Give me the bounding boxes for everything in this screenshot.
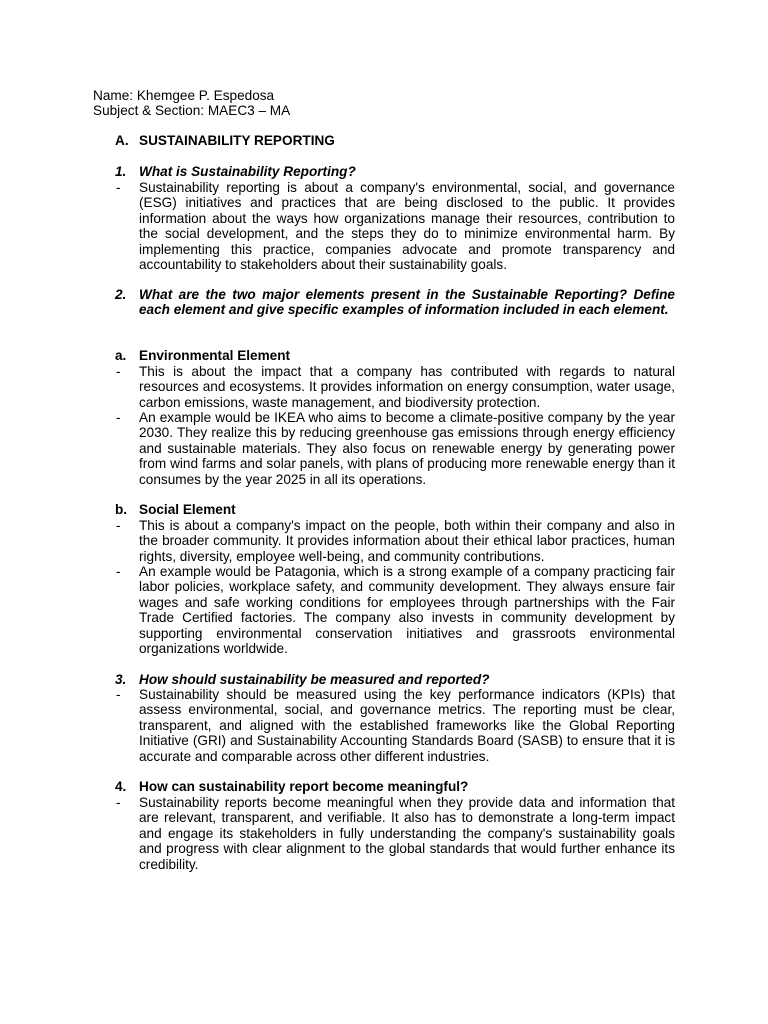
question-1-marker: 1. [115,164,127,179]
question-3-marker: 3. [115,672,127,687]
social-marker: b. [115,502,128,517]
question-3: How should sustainability be measured and reported? [139,672,490,687]
bullet-dash: - [116,410,121,425]
env-marker: a. [115,348,127,363]
social-definition: This is about a company's impact on the people, both within their company and also in the broader community. It provides information about their ethical labor practices, human rights, diversity, employee well-being, and community contributions. [139,518,675,564]
question-4: How can sustainability report become meaningful? [139,779,469,794]
social-heading: Social Element [139,502,236,517]
env-definition: This is about the impact that a company has contributed with regards to natural resources and ecosystems. It provides information on energy consumption, water usage, carbon emissions, waste management, and biodiversity protection. [139,364,675,410]
bullet-dash: - [116,795,121,810]
q3-answer: Sustainability should be measured using the key performance indicators (KPIs) that assess environmental, social, and governance metrics. The reporting must be clear, transparent, and aligned with the established frameworks like the Global Reporting Initiative (GRI) and Sustainability Accounting Standards Board (SASB) to ensure that it is accurate and comparable across other different industries. [139,687,675,764]
q4-answer: Sustainability reports become meaningful when they provide data and information that are relevant, transparent, and verifiable. It also has to demonstrate a long-term impact and engage its stakeholders in fully understanding the company's sustainability goals and progress with clear alignment to the global standards that would further enhance its credibility. [139,795,675,872]
section-title: SUSTAINABILITY REPORTING [139,133,335,148]
subject-line: Subject & Section: MAEC3 – MA [93,103,291,118]
social-example: An example would be Patagonia, which is a strong example of a company practicing fair labor policies, workplace safety, and community development. They always ensure fair wages and safe working conditions for employees through partnerships with the Fair Trade Certified factories. The company also invests in community development by supporting environmental conservation initiatives and grassroots environmental organizations worldwide. [139,564,675,657]
question-4-marker: 4. [115,779,127,794]
bullet-dash: - [116,564,121,579]
env-example: An example would be IKEA who aims to become a climate-positive company by the year 2030. They realize this by reducing greenhouse gas emissions through energy efficiency and sustainable materials. They also focus on renewable energy by generating power from wind farms and solar panels, with plans of producing more renewable energy than it consumes by the year 2025 in all its operations. [139,410,675,487]
name-line: Name: Khemgee P. Espedosa [93,88,275,103]
bullet-dash: - [116,687,121,702]
bullet-dash: - [116,180,121,195]
q1-answer: Sustainability reporting is about a company's environmental, social, and governance (ESG) initiatives and practices that are being disclosed to the public. It provides information about the ways how organizations manage their resources, contribution to the social development, and the steps they do to minimize environmental harm. By implementing this practice, companies advocate and promote transparency and accountability to stakeholders about their sustainability goals. [139,180,675,273]
section-marker: A. [115,133,129,148]
question-1: What is Sustainability Reporting? [139,164,356,179]
question-2: What are the two major elements present in the Sustainable Reporting? Define each element and give specific examples of information included in each element. [139,287,675,318]
env-heading: Environmental Element [139,348,291,363]
bullet-dash: - [116,518,121,533]
bullet-dash: - [116,364,121,379]
question-2-marker: 2. [115,287,127,302]
